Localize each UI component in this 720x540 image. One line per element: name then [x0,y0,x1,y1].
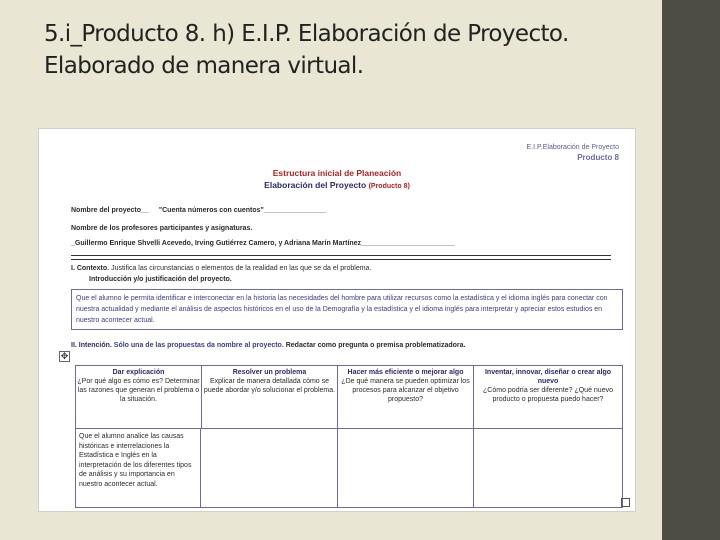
intention-text: Sólo una de las propuestas da nombre al proyecto. [113,342,284,349]
column-body: ¿Por qué algo es cómo es? Determinar las razones que generan el problema o la situación. [77,378,200,403]
column-head: Inventar, innovar, diseñar o crear algo nuevo [484,369,612,385]
column-body: ¿Cómo podría ser diferente? ¿Qué nuevo producto o propuesta puedo hacer? [483,387,613,403]
table-header-cell [473,365,623,429]
empty-cell [337,428,474,508]
document-image [38,128,636,512]
document-title: Estructura inicial de Planeación [272,168,402,178]
document-subtitle [39,180,635,190]
context-label: I. Contexto. [71,265,110,272]
slide-title [44,18,654,82]
table-header-cell [337,365,474,429]
document-header [527,143,619,163]
context-row [71,265,371,272]
table-header-cell [75,365,202,429]
intention-tail: Redactar como pregunta o premisa problematizadora. [285,342,466,349]
column-head: Dar explicación [112,369,165,376]
column-head: Hacer más eficiente o mejorar algo [347,369,464,376]
intention-table [75,365,623,508]
intro-label: Introducción y/o justificación del proyecto. [89,276,232,283]
divider [71,259,611,260]
subtitle-text: Elaboración del Proyecto [264,180,367,190]
justification-box: Que el alumno le permita identificar e interconectar en la historia las necesidades del hombre para utilizar recursos como la estadística y el idioma inglés para conectar con nuestra actualidad y mediante el análisis de aspectos históricos en el uso de la Demografía y la estadística y el idioma inglés para interpretar y apreciar estos estudios en nuestro acontecer actual. [71,289,623,330]
column-head: Resolver un problema [232,369,307,376]
resize-handle[interactable] [621,498,630,507]
slide-title-line-1: 5.i_Producto 8. h) E.I.P. Elaboración de Proyecto. [44,21,569,47]
column-body: ¿De qué manera se pueden optimizar los procesos para alcanzar el objetivo propuesto? [341,378,470,403]
teachers-value: _Guillermo Enrique Shvelli Acevedo, Irving Gutiérrez Camero, y Adriana Marín Martínez________________________ [71,240,455,247]
intention-row [71,342,465,349]
table-header-cell [201,365,338,429]
header-product: Producto 8 [577,153,619,162]
project-name-label: Nombre del proyecto [71,207,142,214]
slide-sidebar-band [662,0,720,540]
teachers-label: Nombre de los profesores participantes y asignaturas. [71,225,253,232]
header-caption: E.I.P.Elaboración de Proyecto [526,144,619,151]
context-text: Justifica las circunstancias o elementos de la realidad en las que se da el problema. [111,265,372,272]
subtitle-tag: (Producto 8) [368,183,410,190]
intention-label: II. Intención. [71,342,112,349]
answer-cell: Que el alumno analice las causas históricas e interrelaciones la Estadística e Inglés en la interpretación de los diferentes tipos de análisis y su importancia en nuestro acontecer actual. [75,428,201,508]
project-name-row: Nombre del proyecto__ "Cuenta números con cuentos"________________ [71,207,327,214]
empty-cell [200,428,338,508]
move-icon[interactable]: ✥ [60,351,69,361]
project-name-value: "Cuenta números con cuentos"________________ [158,207,327,214]
empty-cell [473,428,623,508]
column-body: Explicar de manera detallada cómo se puede abordar y/o solucionar el problema. [203,378,336,394]
slide-title-line-2: Elaborado de manera virtual. [44,53,364,79]
divider [71,255,611,256]
